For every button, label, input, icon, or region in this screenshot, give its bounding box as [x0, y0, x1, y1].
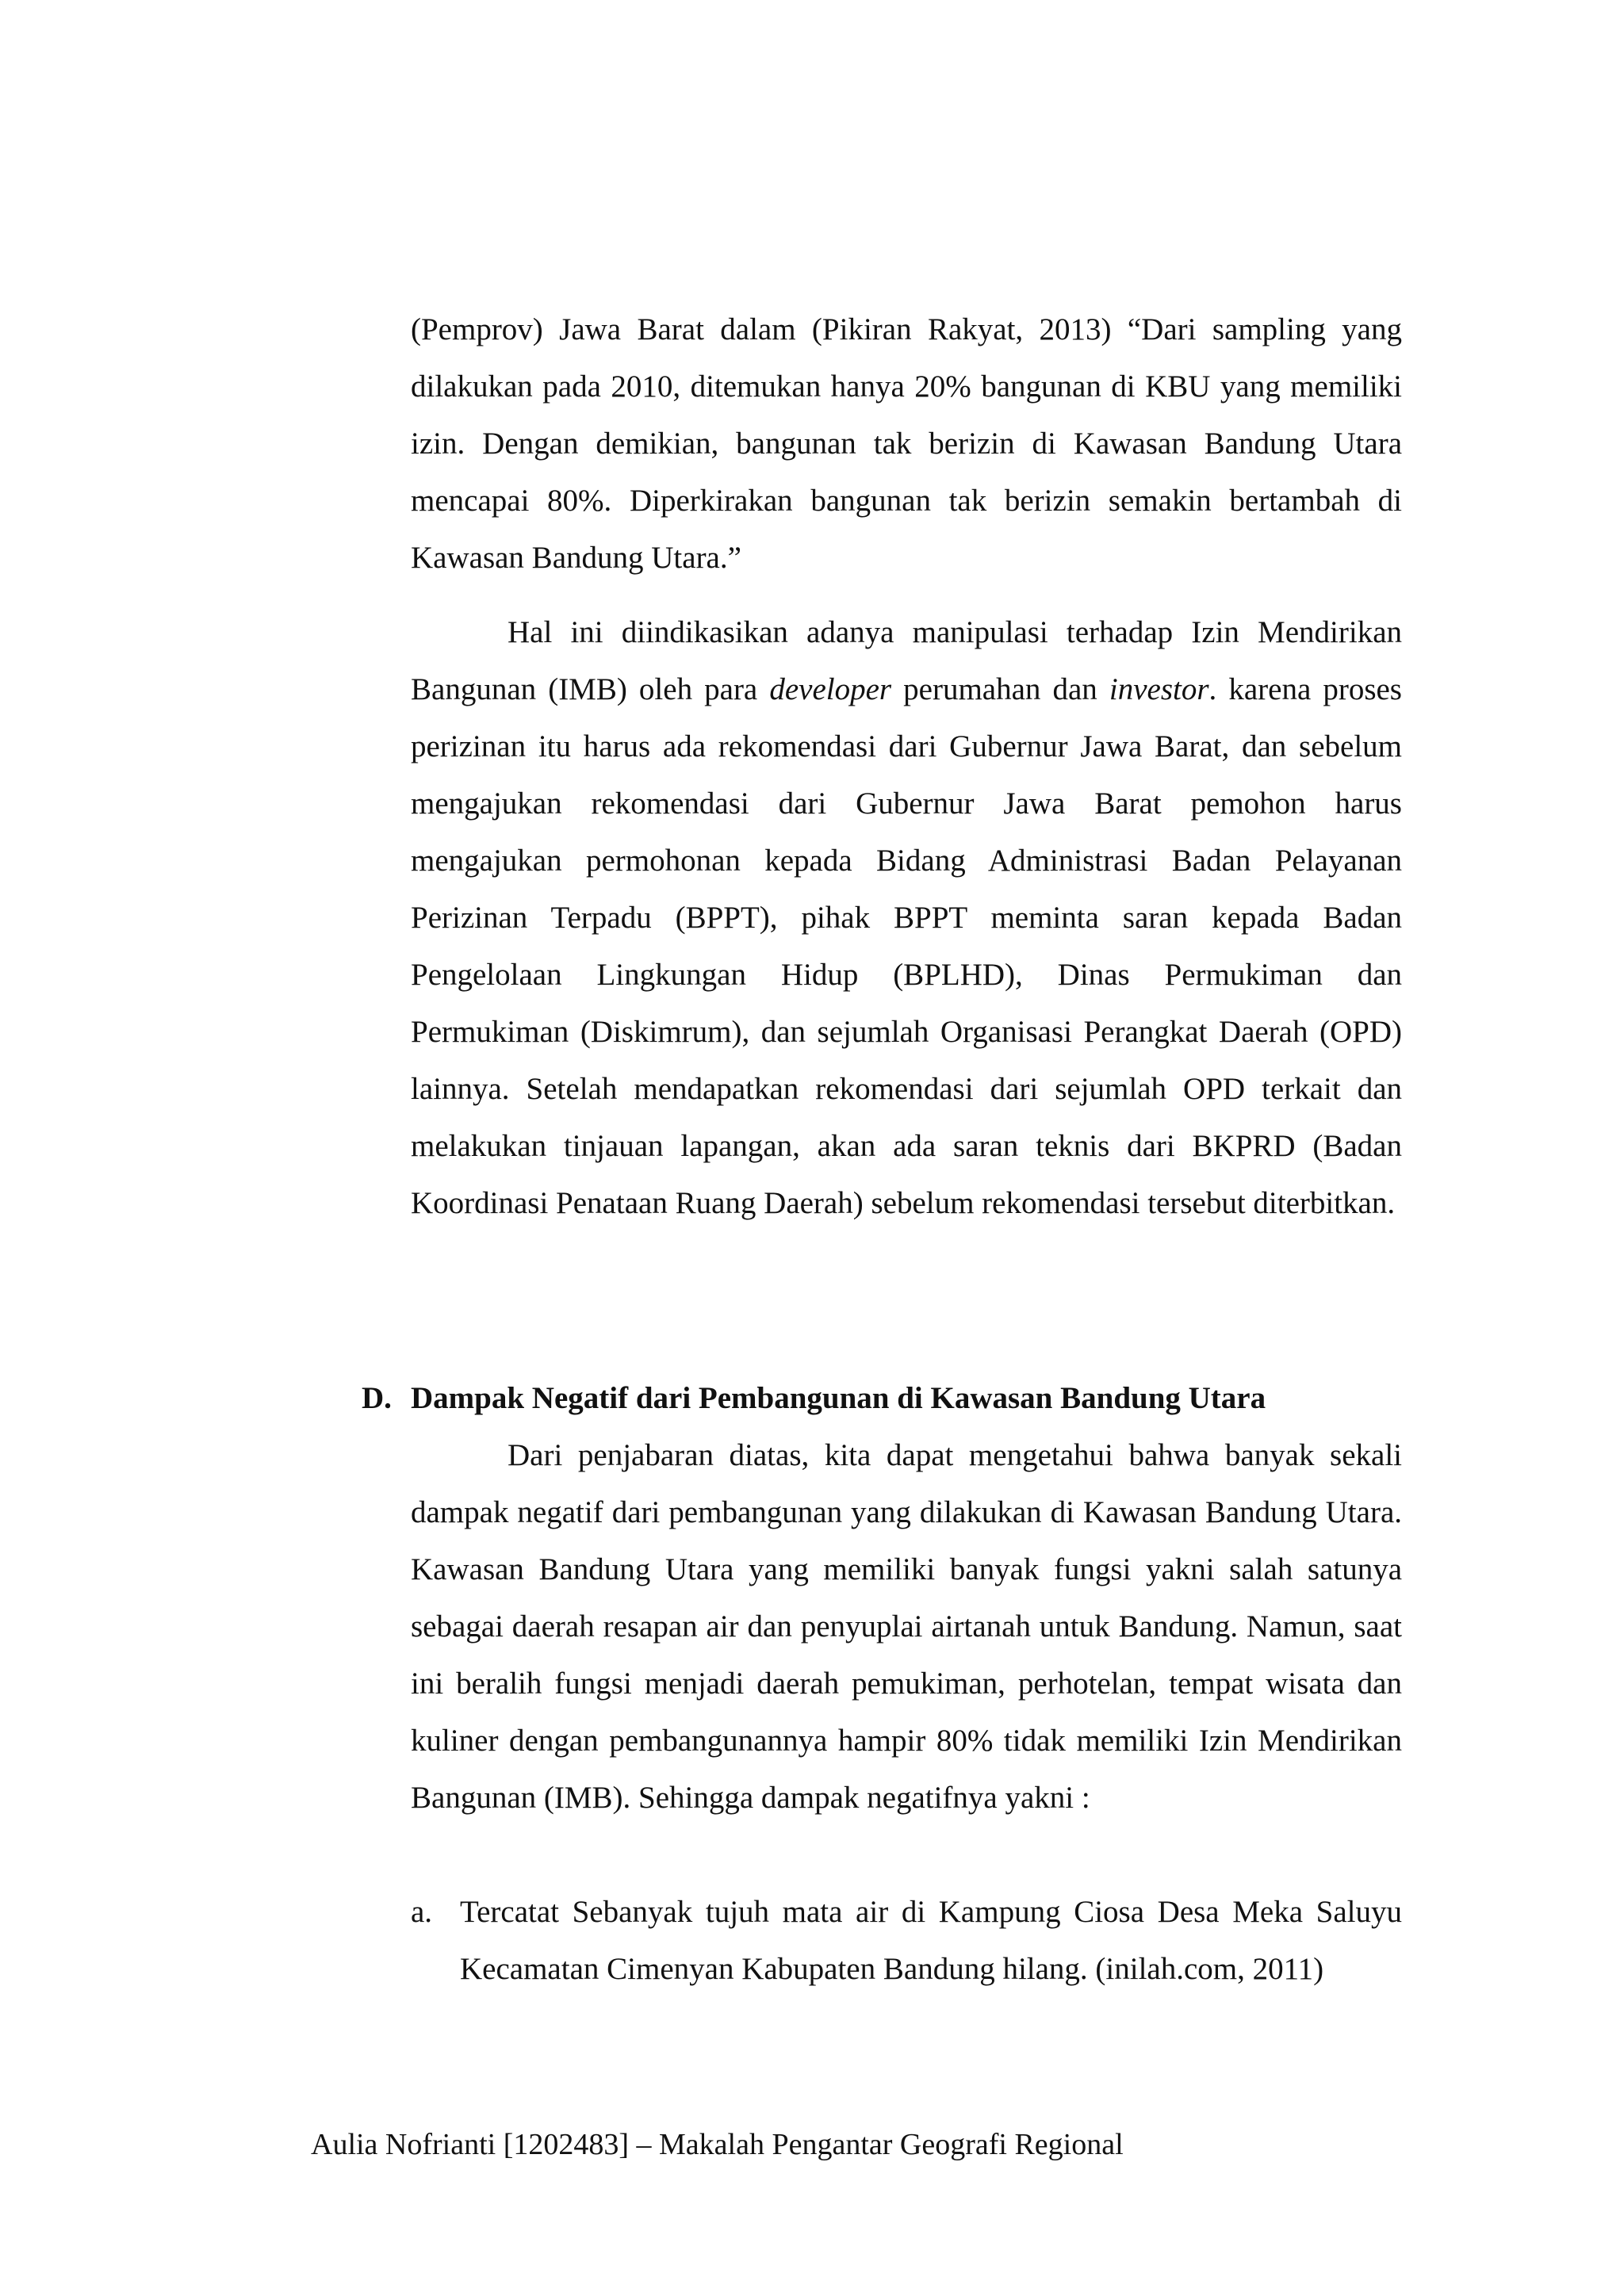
page-footer: Aulia Nofrianti [1202483] – Makalah Pengantar Geografi Regional [311, 2128, 1124, 2161]
paragraph-2-part-3: . karena proses perizinan itu harus ada rekomendasi dari Gubernur Jawa Barat, dan sebelum mengajukan rekomendasi dari Gubernur Jawa Barat pemohon harus mengajukan permohonan kepada Bidang Administrasi Badan Pelayanan Perizinan Terpadu (BPPT), pihak BPPT meminta saran kepada Badan Pengelolaan Lingkungan Hidup (BPLHD), Dinas Permukiman dan Permukiman (Diskimrum), dan sejumlah Organisasi Perangkat Daerah (OPD) lainnya. Setelah mendapatkan rekomendasi dari sejumlah OPD terkait dan melakukan tinjauan lapangan, akan ada saran teknis dari BKPRD (Badan Koordinasi Penataan Ruang Daerah) sebelum rekomendasi tersebut diterbitkan. [411, 672, 1402, 1220]
section-d-paragraph: Dari penjabaran diatas, kita dapat mengetahui bahwa banyak sekali dampak negatif dari pembangunan yang dilakukan di Kawasan Bandung Utara. Kawasan Bandung Utara yang memiliki banyak fungsi yakni salah satunya sebagai daerah resapan air dan penyuplai airtanah untuk Bandung. Namun, saat ini beralih fungsi menjadi daerah pemukiman, perhotelan, tempat wisata dan kuliner dengan pembangunannya hampir 80% tidak memiliki Izin Mendirikan Bangunan (IMB). Sehingga dampak negatifnya yakni : [411, 1438, 1402, 1815]
paragraph-permit-process [411, 604, 1402, 1232]
term-investor: investor [1109, 672, 1209, 706]
paragraph-1-text: (Pemprov) Jawa Barat dalam (Pikiran Rakyat, 2013) “Dari sampling yang dilakukan pada 2010, ditemukan hanya 20% bangunan di KBU yang memiliki izin. Dengan demikian, bangunan tak berizin di Kawasan Bandung Utara mencapai 80%. Diperkirakan bangunan tak berizin semakin bertambah di Kawasan Bandung Utara.” [411, 312, 1402, 575]
paragraph-2-part-2: perumahan dan [891, 672, 1109, 706]
section-d-title: Dampak Negatif dari Pembangunan di Kawasan Bandung Utara [411, 1381, 1266, 1415]
list-item [411, 1884, 1402, 1998]
term-developer: developer [769, 672, 892, 706]
list-item-marker: a. [411, 1895, 433, 1929]
paragraph-2-part-1: Hal ini diindikasikan adanya manipulasi terhadap Izin Mendirikan Bangunan (IMB) oleh para [411, 615, 1402, 706]
paragraph-2-text [411, 604, 1402, 1232]
section-d-number: D. [362, 1381, 392, 1415]
list-item-text: Tercatat Sebanyak tujuh mata air di Kampung Ciosa Desa Meka Saluyu Kecamatan Cimenyan Kabupaten Bandung hilang. (inilah.com, 2011) [460, 1895, 1402, 1986]
section-d-heading [362, 1370, 1416, 1427]
paragraph-continuation [411, 301, 1402, 587]
section-d-body [411, 1427, 1402, 1827]
